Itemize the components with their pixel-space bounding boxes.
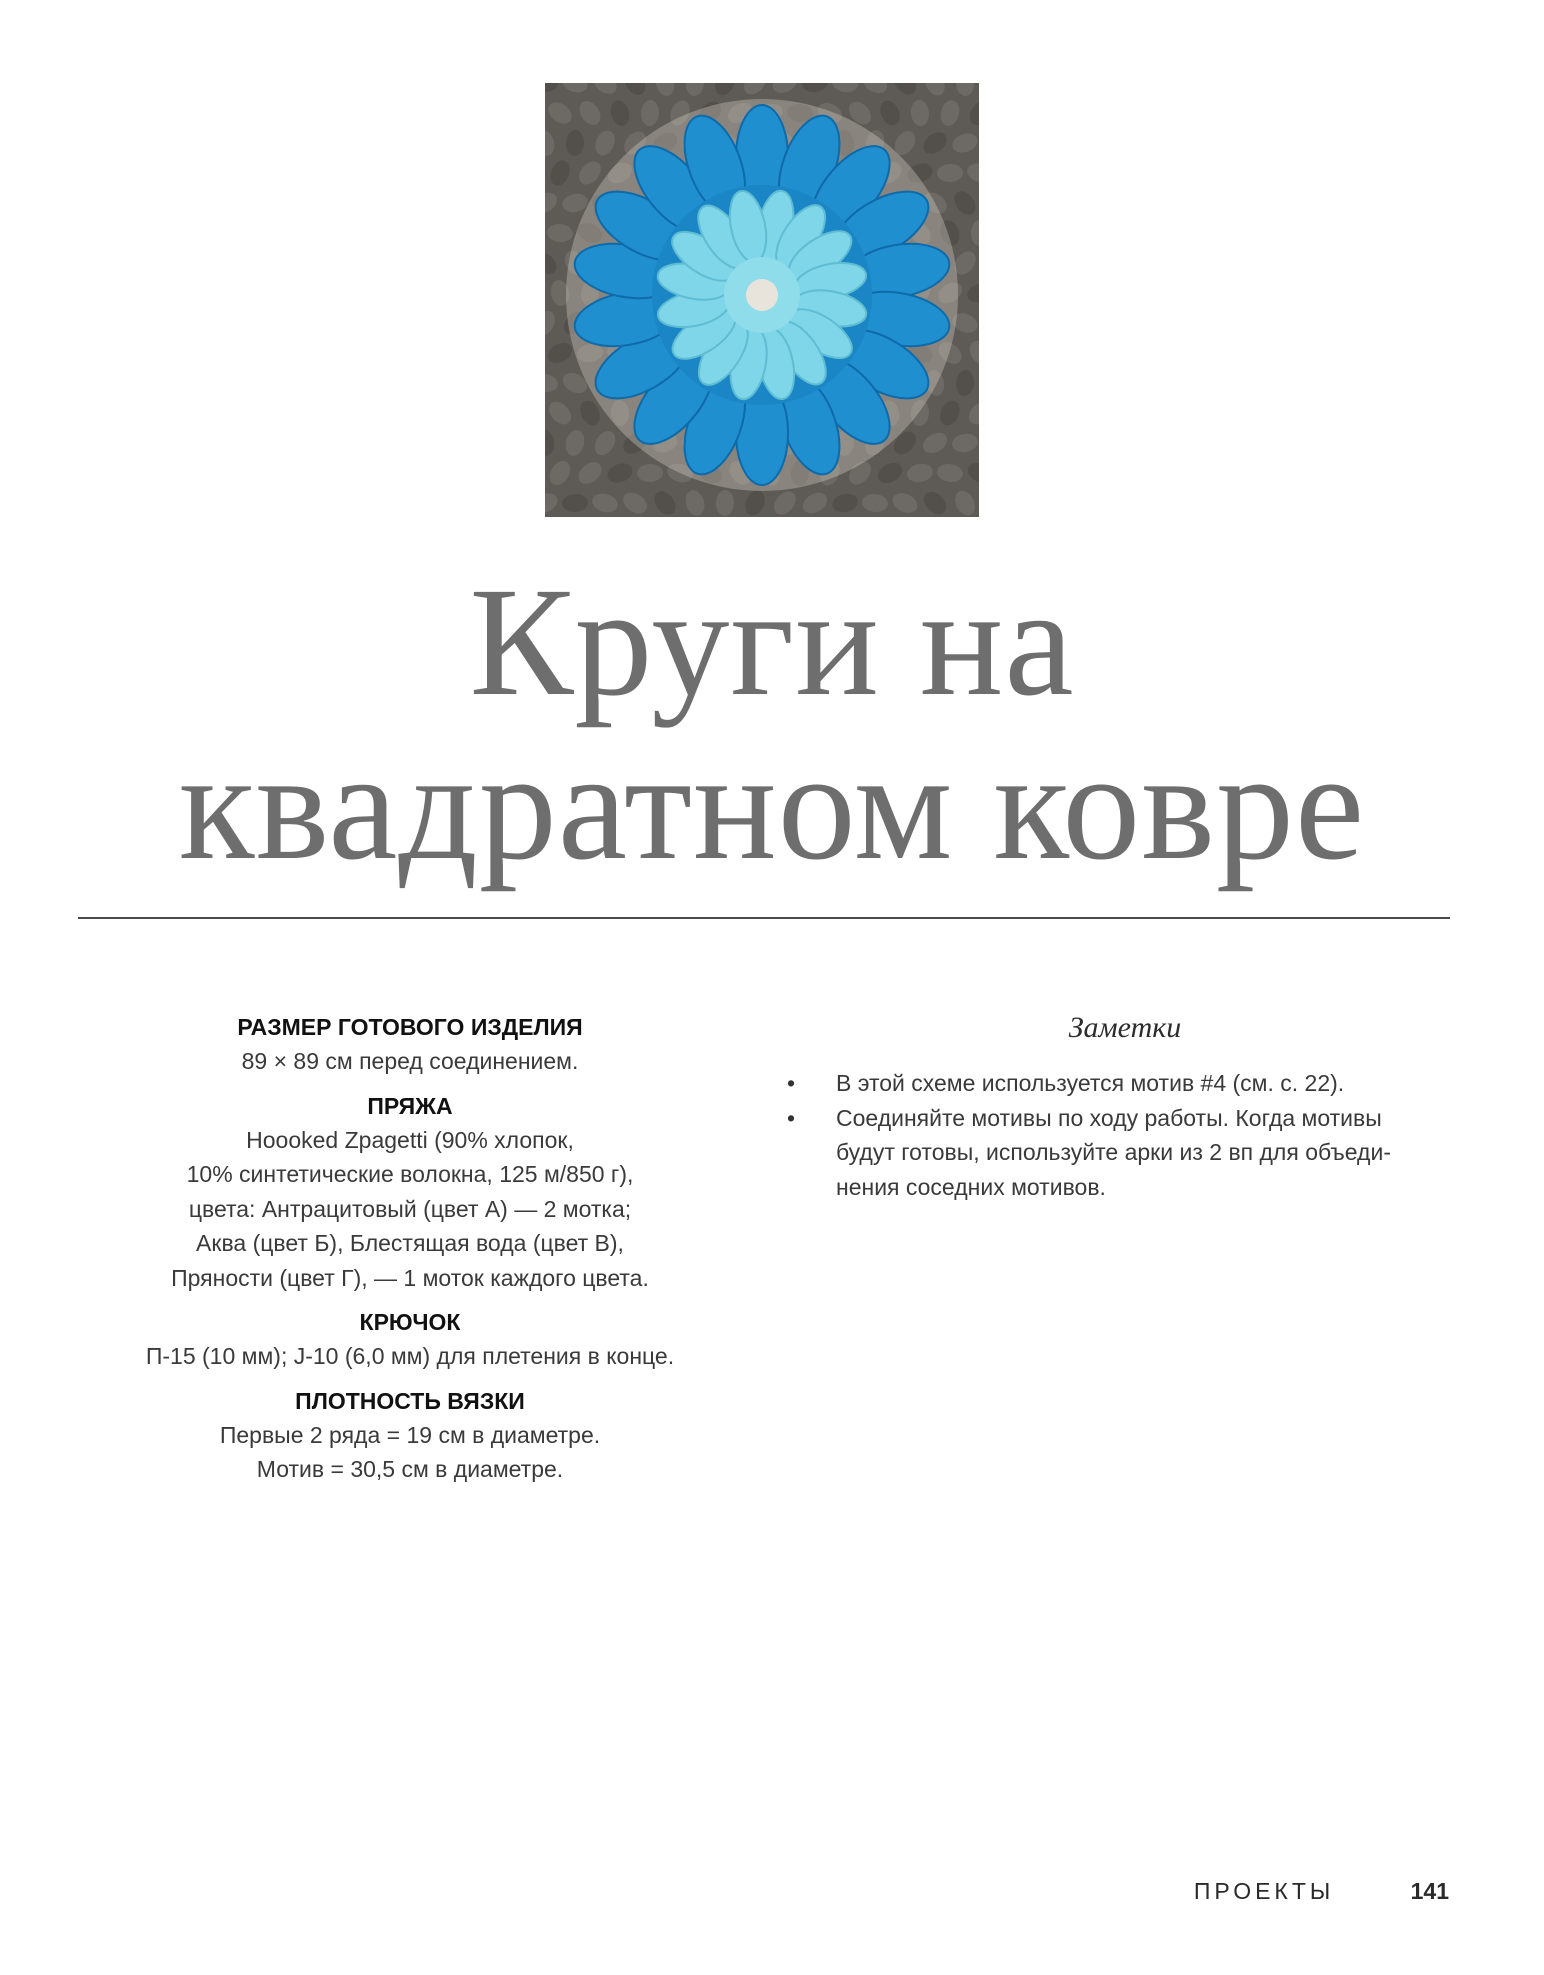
crochet-motif-photo <box>545 83 979 517</box>
notes-list <box>770 1066 1460 1204</box>
note-text-line: будут готовы, используйте арки из 2 вп для объеди- <box>836 1139 1391 1165</box>
spec-text-line: Первые 2 ряда = 19 см в диаметре. <box>219 1421 601 1448</box>
spec-heading: РАЗМЕР ГОТОВОГО ИЗДЕЛИЯ <box>237 1014 583 1040</box>
note-text-line: нения соседних мотивов. <box>836 1173 1106 1200</box>
spec-text-line: 89 × 89 см перед соединением. <box>241 1048 579 1074</box>
spec-text-line: Мотив = 30,5 см в диаметре. <box>256 1456 564 1482</box>
bullet-icon: • <box>787 1104 796 1131</box>
notes-heading: Заметки <box>1068 1011 1182 1044</box>
specifications-column <box>80 1010 740 1487</box>
bullet-icon: • <box>787 1070 796 1096</box>
title-divider <box>78 917 1450 919</box>
spec-text-line: Пряности (цвет Г), — 1 моток каждого цвета. <box>171 1264 649 1291</box>
footer-section-label: ПРОЕКТЫ <box>1193 1878 1335 1904</box>
note-text-line: Соединяйте мотивы по ходу работы. Когда мотивы <box>836 1104 1382 1131</box>
spec-heading: ПЛОТНОСТЬ ВЯЗКИ <box>295 1387 525 1414</box>
spec-text-line: Hoooked Zpagetti (90% хлопок, <box>246 1126 574 1153</box>
note-item <box>770 1101 1460 1205</box>
page-title <box>0 555 1544 892</box>
note-text-line: В этой схеме используется мотив #4 (см. с. 22). <box>836 1070 1345 1096</box>
notes-column <box>770 1008 1460 1204</box>
spec-text-line: цвета: Антрацитовый (цвет А) — 2 мотка; <box>188 1195 632 1222</box>
spec-text-line: 10% синтетические волокна, 125 м/850 г), <box>186 1161 634 1187</box>
note-item <box>770 1066 1460 1101</box>
spec-heading: КРЮЧОК <box>359 1309 461 1335</box>
spec-text-line: Аква (цвет Б), Блестящая вода (цвет В), <box>196 1230 624 1256</box>
page-footer <box>1194 1878 1449 1905</box>
title-line-1: Круги на <box>469 555 1075 728</box>
crochet-motif-illustration <box>545 83 979 517</box>
spec-heading: ПРЯЖА <box>367 1092 453 1119</box>
title-line-2: квадратном ковре <box>178 719 1366 892</box>
page-number: 141 <box>1410 1878 1449 1904</box>
spec-text-line: П-15 (10 мм); J-10 (6,0 мм) для плетения в конце. <box>145 1343 675 1369</box>
